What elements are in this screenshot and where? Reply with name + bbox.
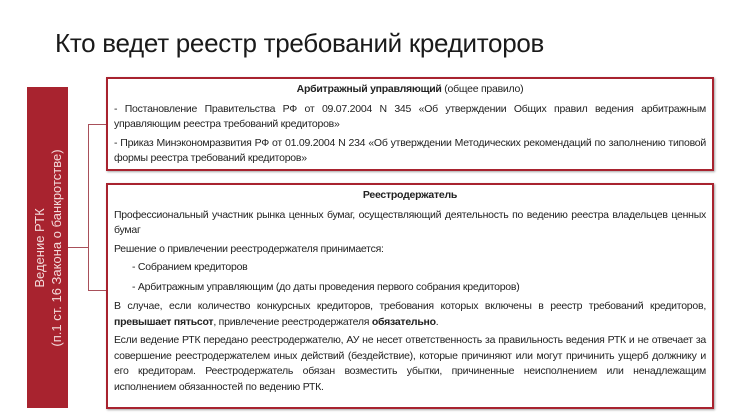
- box2-liability: Если ведение РТК передано реестродержателю, АУ не несет ответственность за правильность ведения РТК и не отвечает за совершение реестродержателем иных действий (бездействие), которые причиняют или могут причинить ущерб должнику и его кредиторам. Реестродержатель обязан возместить убытки, причиненные неисполнением или ненадлежащим исполнением обязанностей по ведению РТК.: [114, 334, 706, 393]
- arbitration-manager-box: [106, 77, 714, 171]
- case-bold-2: обязательно: [371, 315, 436, 328]
- box1-heading: [114, 82, 706, 98]
- box1-item-2: - Приказ Минэкономразвития РФ от 01.09.2004 N 234 «Об утверждении Методических рекомендаций по заполнению типовой формы реестра требований кредиторов»: [114, 136, 706, 164]
- connector-horizontal-main: [68, 247, 89, 248]
- box2-heading: [114, 188, 706, 204]
- box2-heading-bold: Реестродержатель: [362, 189, 458, 201]
- box2-case: [114, 299, 706, 330]
- slide-title: Кто ведет реестр требований кредиторов: [55, 28, 545, 58]
- connector-to-box2: [88, 290, 106, 291]
- sidebar-line-2: (п.1 ст. 16 Закона о банкротстве): [48, 148, 64, 347]
- sidebar-text: [31, 149, 65, 346]
- case-text-1: В случае, если количество конкурсных кредиторов, требования которых включены в реестр требований кредиторов,: [114, 300, 706, 312]
- case-text-3: .: [435, 315, 439, 328]
- registrar-box: [106, 183, 714, 409]
- connector-vertical: [88, 124, 89, 291]
- box2-decision-item-2: - Арбитражным управляющим (до даты проведения первого собрания кредиторов): [132, 280, 520, 293]
- connector-to-box1: [88, 124, 106, 125]
- sidebar-rtk: [27, 87, 68, 408]
- case-text-2: , привлечение реестродержателя: [213, 315, 372, 328]
- box1-item-1: - Постановление Правительства РФ от 09.07.2004 N 345 «Об утверждении Общих правил ведения арбитражным управляющим реестра требований кредиторов»: [114, 102, 706, 130]
- case-bold-1: превышает пятьсот: [114, 315, 214, 328]
- box2-decision-item-1: - Собранием кредиторов: [132, 261, 248, 273]
- box1-heading-rest: (общее правило): [441, 83, 524, 95]
- sidebar-line-1: Ведение РТК: [31, 207, 47, 288]
- box1-heading-bold: Арбитражный управляющий: [296, 83, 442, 95]
- box2-decision-intro: Решение о привлечении реестродержателя принимается:: [114, 242, 384, 255]
- box2-definition: Профессиональный участник рынка ценных бумаг, осуществляющий деятельность по ведению реестра владельцев ценных бумаг: [114, 208, 706, 236]
